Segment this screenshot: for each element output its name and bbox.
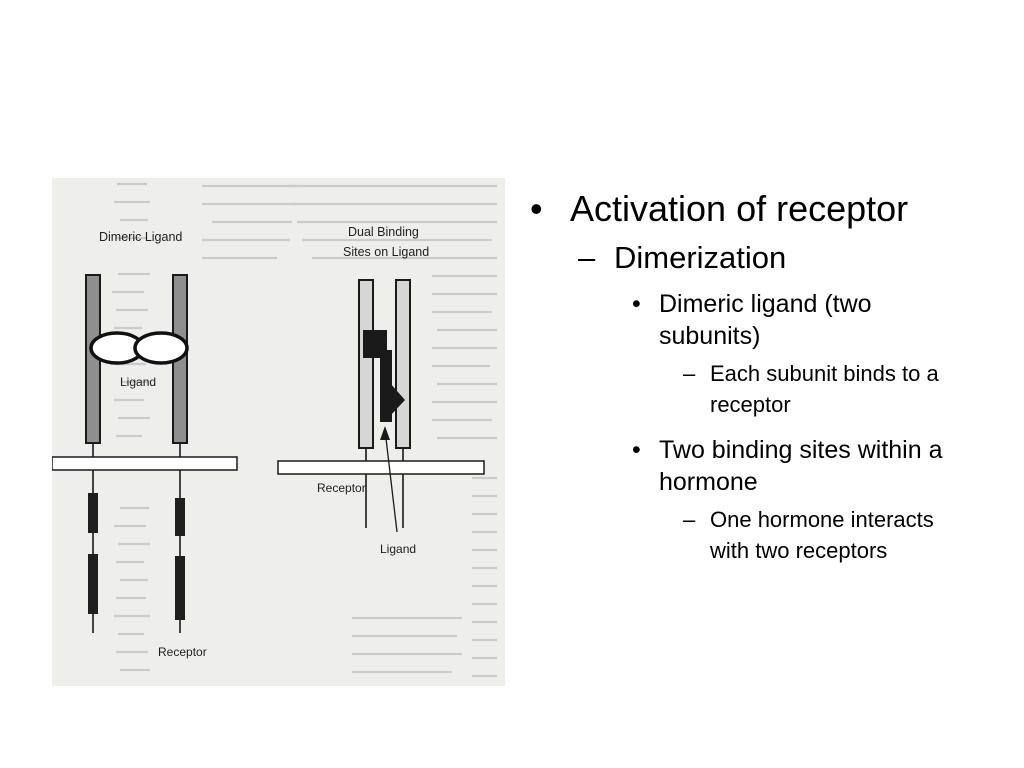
bullet-activation-of-receptor [530,188,970,230]
bullet-text: Each subunit binds to a receptor [710,361,939,417]
dash-marker: – [578,240,596,275]
bullet-text: Activation of receptor [570,188,909,229]
bullet-each-subunit-binds [530,358,970,420]
bullet-text: Dimerization [614,240,787,275]
bullet-marker: • [530,188,543,229]
bullet-dimeric-ligand [530,288,970,352]
bullet-one-hormone-interacts [530,504,970,566]
ligand-label-right: Ligand [380,542,417,556]
receptor-dimerization-figure [52,178,505,686]
dual-binding-label-line1: Dual Binding [348,225,419,239]
ligand-label-left: Ligand [120,375,157,389]
membrane-right [278,461,484,474]
bullet-marker: • [632,436,641,464]
bullet-dimerization [530,240,970,276]
bullet-text: One hormone interacts with two receptors [710,507,934,563]
bullet-two-binding-sites [530,434,970,498]
dual-binding-label-line2: Sites on Ligand [343,245,430,259]
receptor-label-left: Receptor [158,645,207,659]
membrane-left [52,457,237,470]
dimeric-ligand-title: Dimeric Ligand [99,230,183,244]
scan-background [52,178,505,686]
dash-marker: – [683,361,696,386]
bullet-text: Dimeric ligand (two subunits) [659,290,872,350]
dash-marker: – [683,507,696,532]
bullet-marker: • [632,290,641,318]
receptor-label-right: Receptor [317,481,366,495]
bullet-list [530,188,970,566]
bullet-text: Two binding sites within a hormone [659,436,943,496]
